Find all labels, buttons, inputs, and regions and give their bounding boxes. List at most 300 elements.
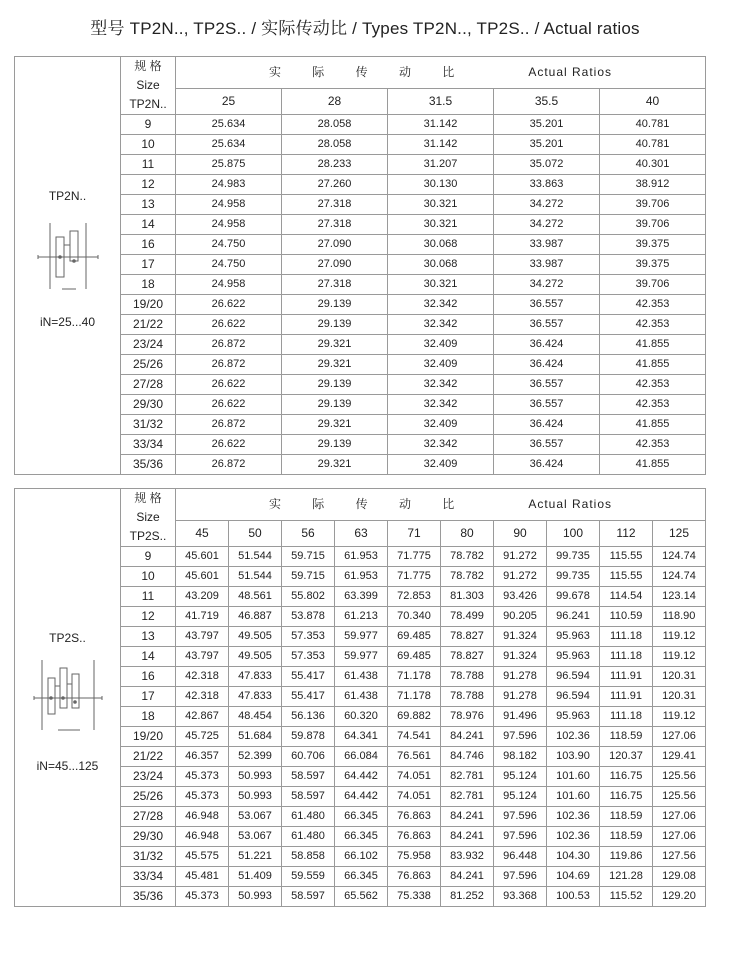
size-cell: 29/30	[121, 395, 176, 415]
ratio-value-cell: 47.833	[229, 687, 282, 707]
ratio-value-cell: 46.948	[176, 827, 229, 847]
ratio-value-cell: 25.634	[176, 115, 282, 135]
ratio-value-cell: 41.719	[176, 607, 229, 627]
ratio-value-cell: 58.597	[282, 787, 335, 807]
ratio-value-cell: 64.341	[335, 727, 388, 747]
ratio-value-cell: 66.345	[335, 867, 388, 887]
ratio-value-cell: 32.409	[388, 335, 494, 355]
tp2s-ratio-column-header: 80	[441, 521, 494, 547]
size-cell: 25/26	[121, 787, 176, 807]
ratio-value-cell: 43.797	[176, 647, 229, 667]
ratio-value-cell: 61.480	[282, 827, 335, 847]
ratio-value-cell: 119.12	[653, 707, 706, 727]
size-cell: 17	[121, 687, 176, 707]
ratio-value-cell: 82.781	[441, 767, 494, 787]
ratio-value-cell: 61.438	[335, 667, 388, 687]
ratio-value-cell: 78.976	[441, 707, 494, 727]
ratio-value-cell: 51.409	[229, 867, 282, 887]
ratio-value-cell: 95.963	[547, 627, 600, 647]
ratio-value-cell: 95.963	[547, 707, 600, 727]
size-cell: 12	[121, 607, 176, 627]
ratio-value-cell: 53.878	[282, 607, 335, 627]
ratio-value-cell: 41.855	[600, 415, 706, 435]
ratio-value-cell: 43.209	[176, 587, 229, 607]
ratio-value-cell: 96.241	[547, 607, 600, 627]
ratio-value-cell: 30.130	[388, 175, 494, 195]
ratio-value-cell: 38.912	[600, 175, 706, 195]
ratio-value-cell: 24.750	[176, 235, 282, 255]
size-cell: 11	[121, 155, 176, 175]
ratio-value-cell: 71.775	[388, 567, 441, 587]
ratio-value-cell: 59.559	[282, 867, 335, 887]
ratio-value-cell: 32.342	[388, 295, 494, 315]
tp2n-ratio-column-header: 28	[282, 89, 388, 115]
tp2n-ratio-column-header: 35.5	[494, 89, 600, 115]
ratio-value-cell: 26.872	[176, 335, 282, 355]
ratio-value-cell: 100.53	[547, 887, 600, 907]
ratio-value-cell: 66.084	[335, 747, 388, 767]
ratio-value-cell: 29.321	[282, 355, 388, 375]
ratio-value-cell: 57.353	[282, 627, 335, 647]
ratio-value-cell: 50.993	[229, 787, 282, 807]
size-label-cn: 规 格	[134, 59, 162, 73]
ratio-value-cell: 84.746	[441, 747, 494, 767]
ratio-value-cell: 30.321	[388, 215, 494, 235]
ratio-value-cell: 43.797	[176, 627, 229, 647]
ratio-value-cell: 59.977	[335, 647, 388, 667]
ratio-value-cell: 84.241	[441, 807, 494, 827]
ratio-value-cell: 32.342	[388, 315, 494, 335]
ratio-value-cell: 36.424	[494, 415, 600, 435]
ratio-value-cell: 78.782	[441, 547, 494, 567]
ratio-value-cell: 58.597	[282, 887, 335, 907]
ratio-value-cell: 97.596	[494, 867, 547, 887]
size-cell: 23/24	[121, 335, 176, 355]
ratio-value-cell: 119.86	[600, 847, 653, 867]
size-cell: 13	[121, 195, 176, 215]
tp2n-gear-schematic-icon	[32, 215, 104, 297]
ratio-value-cell: 120.31	[653, 687, 706, 707]
ratio-value-cell: 76.863	[388, 827, 441, 847]
size-cell: 9	[121, 115, 176, 135]
ratio-value-cell: 39.706	[600, 275, 706, 295]
ratio-value-cell: 36.557	[494, 395, 600, 415]
tp2s-ratio-column-header: 63	[335, 521, 388, 547]
ratio-value-cell: 57.353	[282, 647, 335, 667]
size-label-cn: 规 格	[134, 491, 162, 505]
ratio-value-cell: 41.855	[600, 455, 706, 475]
size-cell: 27/28	[121, 807, 176, 827]
ratio-value-cell: 78.788	[441, 687, 494, 707]
size-cell: 16	[121, 235, 176, 255]
ratio-value-cell: 64.442	[335, 767, 388, 787]
tp2s-size-model: TP2S..	[129, 529, 167, 543]
ratio-value-cell: 102.36	[547, 727, 600, 747]
ratio-value-cell: 124.74	[653, 567, 706, 587]
size-cell: 35/36	[121, 455, 176, 475]
ratio-value-cell: 118.59	[600, 827, 653, 847]
ratio-value-cell: 45.373	[176, 887, 229, 907]
ratio-value-cell: 69.485	[388, 647, 441, 667]
ratio-value-cell: 49.505	[229, 627, 282, 647]
page-title: 型号 TP2N.., TP2S.. / 实际传动比 / Types TP2N.., TP2S.. / Actual ratios	[90, 19, 640, 38]
ratio-value-cell: 28.058	[282, 135, 388, 155]
ratio-value-cell: 96.594	[547, 687, 600, 707]
ratio-value-cell: 34.272	[494, 215, 600, 235]
ratio-value-cell: 97.596	[494, 727, 547, 747]
ratio-value-cell: 51.684	[229, 727, 282, 747]
ratio-value-cell: 42.353	[600, 395, 706, 415]
tp2s-ratio-range: iN=45...125	[36, 759, 99, 773]
ratio-value-cell: 45.481	[176, 867, 229, 887]
ratio-value-cell: 45.601	[176, 547, 229, 567]
ratio-value-cell: 78.499	[441, 607, 494, 627]
size-cell: 33/34	[121, 867, 176, 887]
ratio-value-cell: 129.08	[653, 867, 706, 887]
tp2s-ratio-column-header: 71	[388, 521, 441, 547]
ratio-value-cell: 33.987	[494, 255, 600, 275]
ratio-value-cell: 24.750	[176, 255, 282, 275]
ratio-value-cell: 120.31	[653, 667, 706, 687]
ratio-value-cell: 71.178	[388, 667, 441, 687]
ratio-label-cn: 实 际 传 动 比	[268, 65, 469, 80]
ratio-value-cell: 99.735	[547, 567, 600, 587]
ratio-value-cell: 47.833	[229, 667, 282, 687]
size-cell: 14	[121, 647, 176, 667]
ratio-value-cell: 101.60	[547, 787, 600, 807]
ratio-value-cell: 55.417	[282, 687, 335, 707]
ratio-value-cell: 93.368	[494, 887, 547, 907]
ratio-value-cell: 118.90	[653, 607, 706, 627]
ratio-value-cell: 76.863	[388, 807, 441, 827]
ratio-value-cell: 127.06	[653, 827, 706, 847]
ratio-value-cell: 45.373	[176, 767, 229, 787]
ratio-value-cell: 110.59	[600, 607, 653, 627]
ratio-value-cell: 26.872	[176, 455, 282, 475]
ratio-value-cell: 27.260	[282, 175, 388, 195]
ratio-value-cell: 115.52	[600, 887, 653, 907]
size-cell: 13	[121, 627, 176, 647]
ratio-value-cell: 58.858	[282, 847, 335, 867]
ratio-value-cell: 78.782	[441, 567, 494, 587]
tp2s-model-name: TP2S..	[49, 631, 86, 645]
size-cell: 21/22	[121, 315, 176, 335]
ratio-value-cell: 36.557	[494, 435, 600, 455]
ratio-value-cell: 129.20	[653, 887, 706, 907]
ratio-value-cell: 99.735	[547, 547, 600, 567]
tp2s-ratio-table	[14, 488, 706, 907]
size-cell: 19/20	[121, 727, 176, 747]
ratio-value-cell: 42.353	[600, 435, 706, 455]
ratio-value-cell: 29.139	[282, 315, 388, 335]
tp2s-gear-schematic-icon	[30, 654, 106, 736]
ratio-value-cell: 125.56	[653, 767, 706, 787]
ratio-value-cell: 69.485	[388, 627, 441, 647]
ratio-value-cell: 97.596	[494, 807, 547, 827]
ratio-value-cell: 96.448	[494, 847, 547, 867]
ratio-value-cell: 51.544	[229, 567, 282, 587]
ratio-value-cell: 25.634	[176, 135, 282, 155]
ratio-value-cell: 45.601	[176, 567, 229, 587]
tp2s-actual-ratio-header	[176, 489, 706, 521]
ratio-value-cell: 36.424	[494, 355, 600, 375]
ratio-value-cell: 45.575	[176, 847, 229, 867]
ratio-value-cell: 59.878	[282, 727, 335, 747]
ratio-value-cell: 118.59	[600, 807, 653, 827]
ratio-value-cell: 101.60	[547, 767, 600, 787]
ratio-value-cell: 78.827	[441, 647, 494, 667]
ratio-value-cell: 116.75	[600, 767, 653, 787]
size-cell: 19/20	[121, 295, 176, 315]
ratio-value-cell: 42.867	[176, 707, 229, 727]
size-cell: 18	[121, 275, 176, 295]
ratio-value-cell: 119.12	[653, 627, 706, 647]
ratio-value-cell: 27.090	[282, 235, 388, 255]
ratio-value-cell: 123.14	[653, 587, 706, 607]
ratio-value-cell: 59.977	[335, 627, 388, 647]
ratio-value-cell: 124.74	[653, 547, 706, 567]
tp2n-ratio-column-header: 40	[600, 89, 706, 115]
ratio-value-cell: 49.505	[229, 647, 282, 667]
ratio-value-cell: 26.622	[176, 395, 282, 415]
ratio-value-cell: 45.725	[176, 727, 229, 747]
ratio-value-cell: 84.241	[441, 867, 494, 887]
size-cell: 35/36	[121, 887, 176, 907]
ratio-value-cell: 35.072	[494, 155, 600, 175]
ratio-value-cell: 42.353	[600, 315, 706, 335]
ratio-value-cell: 91.272	[494, 567, 547, 587]
ratio-label-en: Actual Ratios	[528, 65, 613, 80]
ratio-value-cell: 29.321	[282, 455, 388, 475]
ratio-value-cell: 46.357	[176, 747, 229, 767]
ratio-value-cell: 70.340	[388, 607, 441, 627]
tp2s-size-header	[121, 489, 176, 547]
ratio-value-cell: 97.596	[494, 827, 547, 847]
size-cell: 17	[121, 255, 176, 275]
ratio-value-cell: 115.55	[600, 567, 653, 587]
ratio-value-cell: 34.272	[494, 195, 600, 215]
ratio-value-cell: 39.706	[600, 195, 706, 215]
ratio-value-cell: 32.342	[388, 395, 494, 415]
ratio-value-cell: 66.102	[335, 847, 388, 867]
tp2n-size-model: TP2N..	[129, 97, 167, 111]
ratio-value-cell: 102.36	[547, 827, 600, 847]
tp2n-ratio-table	[14, 56, 706, 475]
ratio-value-cell: 84.241	[441, 827, 494, 847]
ratio-label-en: Actual Ratios	[528, 497, 613, 512]
ratio-value-cell: 111.18	[600, 707, 653, 727]
ratio-value-cell: 91.278	[494, 667, 547, 687]
ratio-value-cell: 74.051	[388, 787, 441, 807]
ratio-value-cell: 40.301	[600, 155, 706, 175]
ratio-value-cell: 53.067	[229, 827, 282, 847]
ratio-value-cell: 39.375	[600, 235, 706, 255]
ratio-value-cell: 76.561	[388, 747, 441, 767]
ratio-value-cell: 71.178	[388, 687, 441, 707]
ratio-value-cell: 72.853	[388, 587, 441, 607]
ratio-value-cell: 125.56	[653, 787, 706, 807]
ratio-value-cell: 91.324	[494, 627, 547, 647]
ratio-value-cell: 55.802	[282, 587, 335, 607]
ratio-value-cell: 29.139	[282, 395, 388, 415]
ratio-value-cell: 28.233	[282, 155, 388, 175]
ratio-value-cell: 27.318	[282, 275, 388, 295]
size-cell: 21/22	[121, 747, 176, 767]
ratio-value-cell: 127.06	[653, 727, 706, 747]
ratio-value-cell: 36.424	[494, 455, 600, 475]
ratio-value-cell: 32.409	[388, 455, 494, 475]
ratio-value-cell: 28.058	[282, 115, 388, 135]
ratio-value-cell: 31.207	[388, 155, 494, 175]
ratio-value-cell: 96.594	[547, 667, 600, 687]
ratio-value-cell: 48.561	[229, 587, 282, 607]
ratio-value-cell: 42.318	[176, 687, 229, 707]
ratio-value-cell: 61.438	[335, 687, 388, 707]
ratio-value-cell: 26.622	[176, 315, 282, 335]
ratio-value-cell: 33.863	[494, 175, 600, 195]
ratio-value-cell: 127.56	[653, 847, 706, 867]
ratio-value-cell: 111.91	[600, 667, 653, 687]
ratio-value-cell: 51.544	[229, 547, 282, 567]
tp2n-actual-ratio-header	[176, 57, 706, 89]
ratio-value-cell: 39.706	[600, 215, 706, 235]
size-cell: 31/32	[121, 847, 176, 867]
ratio-value-cell: 39.375	[600, 255, 706, 275]
ratio-value-cell: 26.872	[176, 355, 282, 375]
size-cell: 23/24	[121, 767, 176, 787]
size-label-en: Size	[136, 78, 160, 92]
ratio-value-cell: 78.827	[441, 627, 494, 647]
ratio-value-cell: 69.882	[388, 707, 441, 727]
ratio-value-cell: 34.272	[494, 275, 600, 295]
ratio-value-cell: 29.139	[282, 295, 388, 315]
ratio-value-cell: 56.136	[282, 707, 335, 727]
ratio-value-cell: 41.855	[600, 335, 706, 355]
ratio-value-cell: 51.221	[229, 847, 282, 867]
ratio-value-cell: 25.875	[176, 155, 282, 175]
ratio-value-cell: 114.54	[600, 587, 653, 607]
tp2s-ratio-column-header: 45	[176, 521, 229, 547]
ratio-value-cell: 71.775	[388, 547, 441, 567]
ratio-value-cell: 76.863	[388, 867, 441, 887]
ratio-value-cell: 46.887	[229, 607, 282, 627]
tp2n-ratio-column-header: 25	[176, 89, 282, 115]
ratio-value-cell: 121.28	[600, 867, 653, 887]
ratio-value-cell: 63.399	[335, 587, 388, 607]
size-cell: 27/28	[121, 375, 176, 395]
ratio-value-cell: 95.124	[494, 767, 547, 787]
ratio-value-cell: 115.55	[600, 547, 653, 567]
ratio-value-cell: 104.30	[547, 847, 600, 867]
ratio-value-cell: 27.090	[282, 255, 388, 275]
ratio-value-cell: 26.622	[176, 435, 282, 455]
tp2s-ratio-column-header: 56	[282, 521, 335, 547]
ratio-value-cell: 82.781	[441, 787, 494, 807]
ratio-value-cell: 103.90	[547, 747, 600, 767]
size-cell: 11	[121, 587, 176, 607]
ratio-value-cell: 59.715	[282, 547, 335, 567]
ratio-value-cell: 61.480	[282, 807, 335, 827]
ratio-value-cell: 29.139	[282, 435, 388, 455]
ratio-value-cell: 40.781	[600, 135, 706, 155]
ratio-value-cell: 35.201	[494, 115, 600, 135]
ratio-value-cell: 24.958	[176, 195, 282, 215]
ratio-value-cell: 42.353	[600, 375, 706, 395]
ratio-value-cell: 75.958	[388, 847, 441, 867]
ratio-value-cell: 99.678	[547, 587, 600, 607]
ratio-value-cell: 78.788	[441, 667, 494, 687]
ratio-value-cell: 46.948	[176, 807, 229, 827]
size-cell: 25/26	[121, 355, 176, 375]
tp2n-size-header	[121, 57, 176, 115]
size-cell: 16	[121, 667, 176, 687]
tp2n-model-cell	[15, 57, 121, 475]
ratio-value-cell: 83.932	[441, 847, 494, 867]
ratio-value-cell: 66.345	[335, 827, 388, 847]
ratio-value-cell: 24.958	[176, 215, 282, 235]
ratio-value-cell: 95.124	[494, 787, 547, 807]
ratio-value-cell: 111.18	[600, 627, 653, 647]
ratio-value-cell: 75.338	[388, 887, 441, 907]
ratio-value-cell: 41.855	[600, 355, 706, 375]
ratio-value-cell: 42.353	[600, 295, 706, 315]
ratio-value-cell: 26.622	[176, 375, 282, 395]
ratio-value-cell: 61.213	[335, 607, 388, 627]
ratio-value-cell: 29.321	[282, 415, 388, 435]
ratio-value-cell: 59.715	[282, 567, 335, 587]
size-cell: 10	[121, 135, 176, 155]
ratio-value-cell: 81.252	[441, 887, 494, 907]
ratio-value-cell: 52.399	[229, 747, 282, 767]
ratio-value-cell: 61.953	[335, 547, 388, 567]
ratio-value-cell: 29.321	[282, 335, 388, 355]
ratio-value-cell: 60.706	[282, 747, 335, 767]
tp2n-ratio-column-header: 31.5	[388, 89, 494, 115]
size-cell: 12	[121, 175, 176, 195]
ratio-value-cell: 30.068	[388, 255, 494, 275]
ratio-value-cell: 32.409	[388, 355, 494, 375]
size-cell: 9	[121, 547, 176, 567]
ratio-value-cell: 31.142	[388, 135, 494, 155]
ratio-value-cell: 36.424	[494, 335, 600, 355]
size-cell: 33/34	[121, 435, 176, 455]
ratio-value-cell: 102.36	[547, 807, 600, 827]
size-label-en: Size	[136, 510, 160, 524]
ratio-value-cell: 64.442	[335, 787, 388, 807]
ratio-value-cell: 24.983	[176, 175, 282, 195]
ratio-value-cell: 111.91	[600, 687, 653, 707]
ratio-value-cell: 33.987	[494, 235, 600, 255]
ratio-value-cell: 55.417	[282, 667, 335, 687]
ratio-value-cell: 36.557	[494, 375, 600, 395]
ratio-value-cell: 119.12	[653, 647, 706, 667]
ratio-value-cell: 93.426	[494, 587, 547, 607]
ratio-value-cell: 91.272	[494, 547, 547, 567]
ratio-value-cell: 50.993	[229, 767, 282, 787]
size-cell: 29/30	[121, 827, 176, 847]
ratio-value-cell: 91.496	[494, 707, 547, 727]
tp2n-ratio-range: iN=25...40	[39, 315, 96, 329]
ratio-value-cell: 84.241	[441, 727, 494, 747]
ratio-value-cell: 30.068	[388, 235, 494, 255]
ratio-value-cell: 120.37	[600, 747, 653, 767]
ratio-value-cell: 74.541	[388, 727, 441, 747]
ratio-value-cell: 27.318	[282, 195, 388, 215]
ratio-value-cell: 118.59	[600, 727, 653, 747]
ratio-value-cell: 116.75	[600, 787, 653, 807]
ratio-value-cell: 111.18	[600, 647, 653, 667]
ratio-value-cell: 40.781	[600, 115, 706, 135]
